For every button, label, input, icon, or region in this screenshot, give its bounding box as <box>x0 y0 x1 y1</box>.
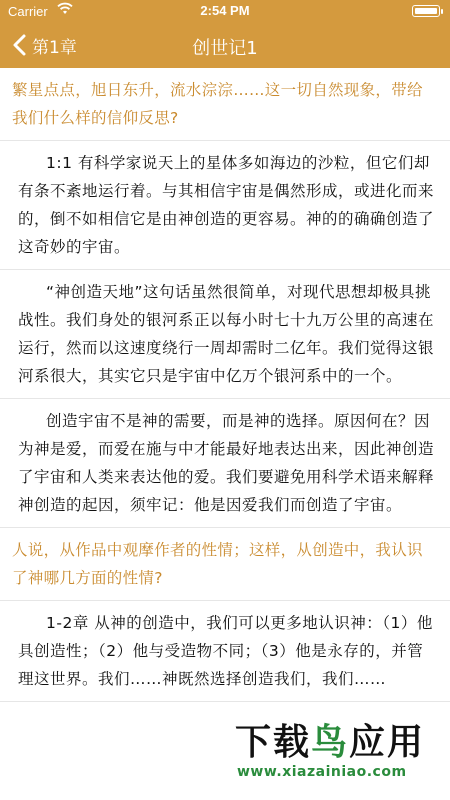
status-bar <box>0 0 450 22</box>
navigation-bar <box>0 22 450 68</box>
watermark-url: www.xiazainiao.com <box>237 764 407 780</box>
commentary-text-4: 1-2章 从神的创造中，我们可以更多地认识神：（1）他具创造性；（2）他与受造物不同；（3）他是永存的，并管理这世界。我们……神既然选择创造我们，我们…… <box>18 614 433 688</box>
chapter-content[interactable] <box>0 68 450 800</box>
commentary-paragraph-2 <box>0 270 450 399</box>
page-title: 创世记1 <box>192 38 258 59</box>
commentary-paragraph-3 <box>0 399 450 528</box>
status-time: 2:54 PM <box>200 3 250 18</box>
carrier-label: Carrier <box>8 4 48 19</box>
battery-icon <box>412 5 440 17</box>
commentary-text-2: “神创造天地”这句话虽然很简单，对现代思想却极具挑战性。我们身处的银河系正以每小时七十九万公里的高速在运行，然而以这速度绕行一周却需时二亿年。我们觉得这银河系很大，其实它只是宇宙中亿万个银河系中的一个。 <box>18 283 435 385</box>
commentary-text-3: 创造宇宙不是神的需要，而是神的选择。原因何在？因为神是爱，而爱在施与中才能最好地表达出来，因此神创造了宇宙和人类来表达他的爱。我们要避免用科学术语来解释神创造的起因，须牢记：他是因爱我们而创造了宇宙。 <box>18 412 435 514</box>
watermark-logo: 下载鸟应用 <box>235 722 426 763</box>
back-button-label: 第1章 <box>32 37 77 58</box>
site-watermark <box>225 712 450 800</box>
reflection-question-1: 繁星点点，旭日东升，流水淙淙……这一切自然现象，带给我们什么样的信仰反思? <box>0 68 450 141</box>
commentary-text-1: 1:1 有科学家说天上的星体多如海边的沙粒，但它们却有条不紊地运行着。与其相信宇宙是偶然形成，或进化而来的，倒不如相信它是由神创造的更容易。神的的确确创造了这奇妙的宇宙。 <box>18 154 435 256</box>
reflection-question-2: 人说，从作品中观摩作者的性情；这样，从创造中，我认识了神哪几方面的性情? <box>0 528 450 601</box>
commentary-paragraph-1 <box>0 141 450 270</box>
commentary-paragraph-4 <box>0 601 450 702</box>
